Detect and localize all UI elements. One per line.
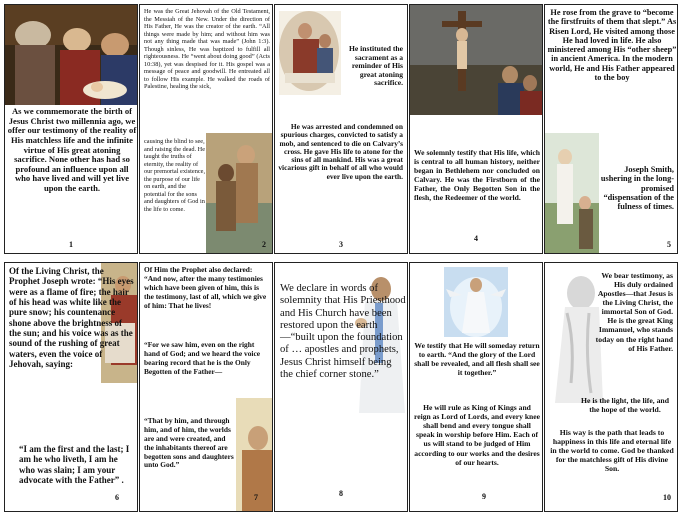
card-9-text-2: He will rule as King of Kings and reign as Lord of Lords, and every knee shall bend and every tongue shall speak in worship before Him. Each of us will stand to be judged of Him according to our works and the desires of our hearts.	[414, 403, 541, 467]
card-10-number: 10	[663, 493, 671, 502]
card-3	[274, 4, 408, 254]
card-6-quote: “I am the first and the last; I am he who liveth, I am he who was slain; I am your advocate with the Father” .	[19, 444, 130, 486]
card-8-number: 8	[339, 489, 343, 498]
card-1-number: 1	[69, 240, 73, 249]
card-2-number: 2	[262, 240, 266, 249]
card-3-text-top: He instituted the sacrament as a reminder of His great atoning sacrifice.	[349, 44, 403, 87]
card-7-quote-2: “That by him, and through him, and of him, the worlds are and were created, and the inhabitants thereof are begotten sons and daughters unto God.”	[144, 416, 234, 470]
first-vision-painting	[545, 133, 599, 254]
card-9-number: 9	[482, 492, 486, 501]
card-8-text: We declare in words of solemnity that His Priesthood and His Church have been restored upon the earth—“built upon the foundation of … apostles and prophets, Jesus Christ himself being the chief corner stone.”	[280, 283, 406, 380]
card-5	[544, 4, 678, 254]
card-4	[409, 4, 543, 254]
card-5-text-wrap: Joseph Smith, ushering in the long-promised “dispensation of the fulness of times.	[600, 165, 674, 212]
last-supper-painting	[279, 11, 341, 95]
nativity-painting	[5, 5, 138, 105]
baptism-painting	[206, 133, 273, 254]
card-10-text-bottom: His way is the path that leads to happiness in this life and eternal life in the world to come. God be thanked for the matchless gift of His divine Son.	[550, 428, 674, 474]
card-5-text-top: He rose from the grave to “become the firstfruits of them that slept.” As Risen Lord, He visited among those He had loved in life. He also ministered among His “other sheep” in ancient America. In the modern world, He and His Father appeared to the boy	[547, 8, 677, 82]
testimony-sheet	[4, 4, 679, 512]
card-7-number: 7	[254, 493, 258, 502]
card-4-number: 4	[474, 234, 478, 243]
card-6	[4, 262, 138, 512]
card-6-text: Of the Living Christ, the Prophet Joseph wrote: “His eyes were as a flame of fire; the hair of his head was white like the pure snow; his countenance shone above the brightness of the sun; and his voice was as the sound of the rushing of great waters, even the voice of Jehovah, saying:	[9, 266, 134, 370]
card-7-text: Of Him the Prophet also declared: “And now, after the many testimonies which have been given of him, this is the testimony, last of all, which we give of him: That he lives!	[144, 265, 267, 310]
card-9	[409, 262, 543, 512]
card-9-text: We testify that He will someday return to earth. “And the glory of the Lord shall be revealed, and all flesh shall see it together.”	[414, 341, 540, 378]
card-10	[544, 262, 678, 512]
card-8	[274, 262, 408, 512]
card-10-text-mid: He is the light, the life, and the hope of the world.	[581, 396, 669, 415]
card-2	[139, 4, 273, 254]
crucifixion-painting	[410, 5, 543, 115]
card-2-text-wrap: causing the blind to see, and raising the dead. He taught the truths of eternity, the reality of our premortal existence, the purpose of our life on earth, and the potential for the sons and daughters of God in the life to come.	[144, 138, 206, 213]
card-10-text-top: We bear testimony, as His duly ordained Apostles—that Jesus is the Living Christ, the immortal Son of God. He is the great King Immanuel, who stands today on the right hand of His Father.	[595, 271, 673, 353]
card-5-number: 5	[667, 240, 671, 249]
second-coming-painting	[444, 267, 508, 337]
card-7-quote-1: “For we saw him, even on the right hand of God; and we heard the voice bearing record that he is the Only Begotten of the Father—	[144, 340, 260, 376]
card-3-number: 3	[339, 240, 343, 249]
card-1	[4, 4, 138, 254]
card-3-text-bottom: He was arrested and condemned on spurious charges, convicted to satisfy a mob, and sentenced to die on Calvary’s cross. He gave His life to atone for the sins of all mankind. His was a great vicarious gift in behalf of all who would ever live upon the earth.	[278, 122, 403, 181]
card-4-text: We solemnly testify that His life, which is central to all human history, neither began in Bethlehem nor concluded on Calvary. He was the Firstborn of the Father, the Only Begotten Son in the flesh, the Redeemer of the world.	[414, 148, 540, 202]
card-7	[139, 262, 273, 512]
card-6-number: 6	[115, 493, 119, 502]
card-1-text: As we commemorate the birth of Jesus Christ two millennia ago, we offer our testimony of the reality of His matchless life and the infinite virtue of His great atoning sacrifice. None other has had so profound an influence upon all who have lived and will yet live upon the earth.	[7, 106, 137, 193]
card-2-text-top: He was the Great Jehovah of the Old Testament, the Messiah of the New. Under the direction of His Father, He was the creator of the earth. “All things were made by him; and without him was not any thing made that was made” (John 1:3). Though sinless, He was baptized to fulfill all righteousness. He “went about doing good” (Acts 10:38), yet was despised for it. His gospel was a message of peace and goodwill. He entreated all to follow His example. He walked the roads of Palestine, healing the sick,	[144, 8, 270, 91]
